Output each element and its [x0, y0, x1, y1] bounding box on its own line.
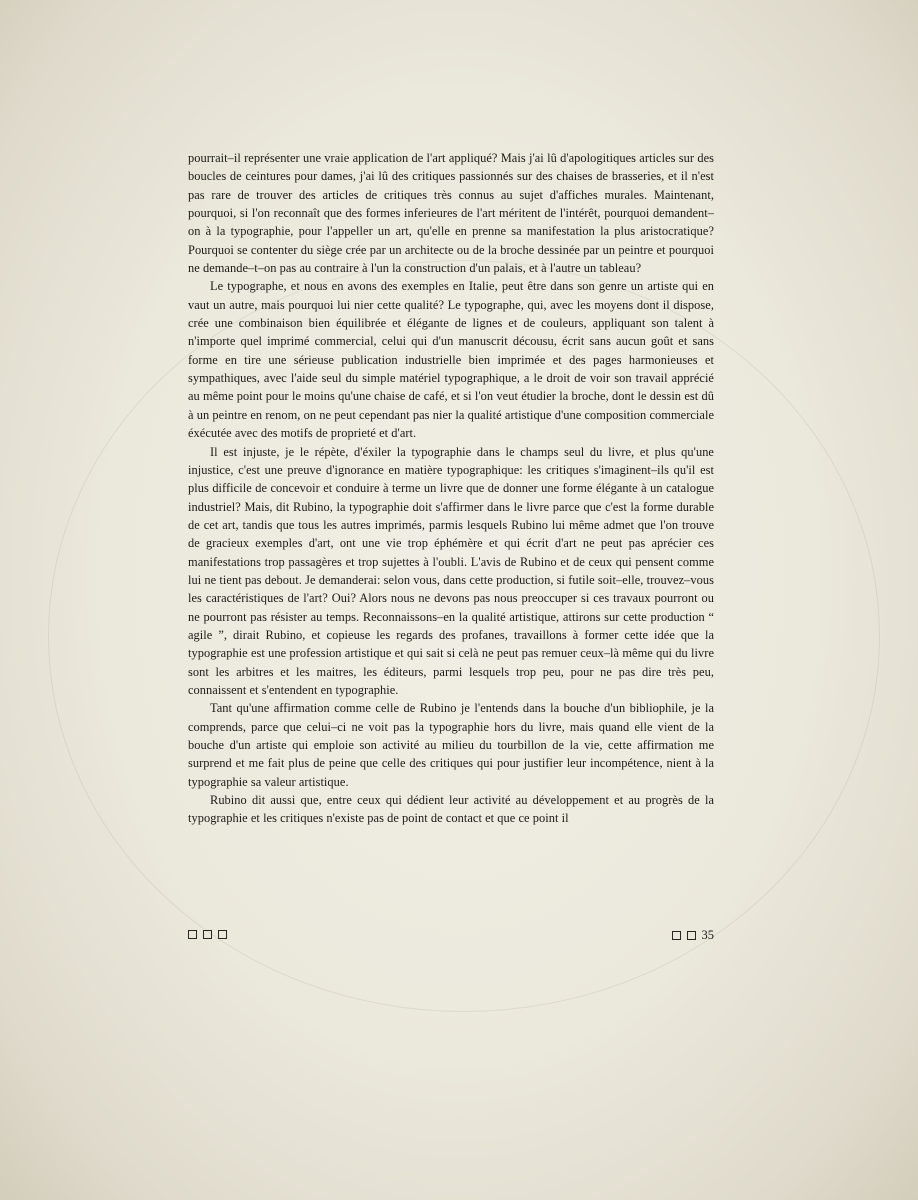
square-ornament-icon	[672, 931, 681, 940]
body-text	[188, 149, 714, 828]
page-number: 35	[701, 928, 714, 942]
page-footer	[188, 928, 714, 944]
paragraph-5: Rubino dit aussi que, entre ceux qui dédient leur activité au développement et au progrès de la typographie et les critiques n'existe pas de point de contact et que ce point il	[188, 793, 714, 826]
footer-ornament-left	[188, 930, 227, 939]
paragraph-1: pourrait–il représenter une vraie application de l'art appliqué? Mais j'ai lû d'apologitiques articles sur des boucles de ceintures pour dames, j'ai lû des critiques passionnés sur des chaises de brasseries, et il n'est pas rare de trouver des articles de critiques très connus au sujet d'affiches murales. Maintenant, pourquoi, si l'on reconnaît que des formes inferieures de l'art méritent de l'intérêt, pourquoi demandent–on à la typographie, pour l'appeller un art, qu'elle en prenne sa manifestation la plus aristocratique? Pourquoi se contenter du siège crée par un architecte ou de la broche dessinée par un peintre et pourquoi ne demande–t–on pas au contraire à l'un la construction d'un palais, et à l'autre un tableau?	[188, 151, 714, 276]
square-ornament-icon	[687, 931, 696, 940]
footer-ornament-right	[672, 928, 715, 942]
paragraph-4: Tant qu'une affirmation comme celle de Rubino je l'entends dans la bouche d'un bibliophile, je la comprends, parce que celui–ci ne voit pas la typographie hors du livre, mais quand elle vient de la bouche d'un artiste qui emploie son activité au milieu du tourbillon de la vie, cette affirmation me surprend et me fait plus de peine que celle des critiques qui pour justifier leur incompétence, nient à la typographie sa valeur artistique.	[188, 701, 714, 789]
paragraph-2: Le typographe, et nous en avons des exemples en Italie, peut être dans son genre un artiste qui en vaut un autre, mais pourquoi lui nier cette qualité? Le typographe, qui, avec les moyens dont il dispose, crée une combinaison bien équilibrée et élégante de lignes et de couleurs, appliquant son talent à n'importe quel imprimé commercial, celui qui d'un manuscrit décousu, écrit sans aucun goût et sans forme en tire une sérieuse publication industrielle bien imprimée et des pages harmonieuses et sympathiques, avec l'aide seul du simple matériel typographique, a le droit de voir son travail apprécié au même point pour le moins qu'une chaise de café, et si l'on veut étudier la broche, dont le dessin est dû à un peintre en renom, on ne peut cependant pas nier la qualité artistique d'une composition commerciale éxécutée avec des motifs de proprieté et d'art.	[188, 279, 714, 441]
paragraph-3: Il est injuste, je le répète, d'éxiler la typographie dans le champs seul du livre, et plus qu'une injustice, c'est une preuve d'ignorance en matière typographique: les critiques s'imaginent–ils qu'il est plus difficile de concevoir et conduire à terme un livre que de donner une forme élégante à un catalogue industriel? Mais, dit Rubino, la typographie doit s'affirmer dans le livre parce que c'est la forme durable de cet art, tandis que tous les autres imprimés, parmis lesquels Rubino lui même admet que l'on trouve de gracieux exemples d'art, ont une vie trop éphémère et qui écrit d'art ne peut pas aprécier ces manifestations trop passagères et trop sujettes à l'oubli. L'avis de Rubino et de ceux qui pensent comme lui ne tient pas debout. Je demanderai: selon vous, dans cette production, si futile soit–elle, trouvez–vous les caractéristiques de l'art? Oui? Alors nous ne devons pas nous preoccuper si ces travaux pourront ou ne pourront pas résister au temps. Reconnaissons–en la qualité artistique, attirons sur cette production “ agile ”, dirait Rubino, et copieuse les regards des profanes, travaillons à former cette idée que la typographie est une profession artistique et qui sait si celà ne peut pas remuer ceux–là même qui du livre sont les arbitres et les maitres, les éditeurs, parmi lesquels trop peu, pour ne pas dire très peu, connaissent et s'entendent en typographie.	[188, 444, 714, 697]
square-ornament-icon	[188, 930, 197, 939]
square-ornament-icon	[203, 930, 212, 939]
square-ornament-icon	[218, 930, 227, 939]
